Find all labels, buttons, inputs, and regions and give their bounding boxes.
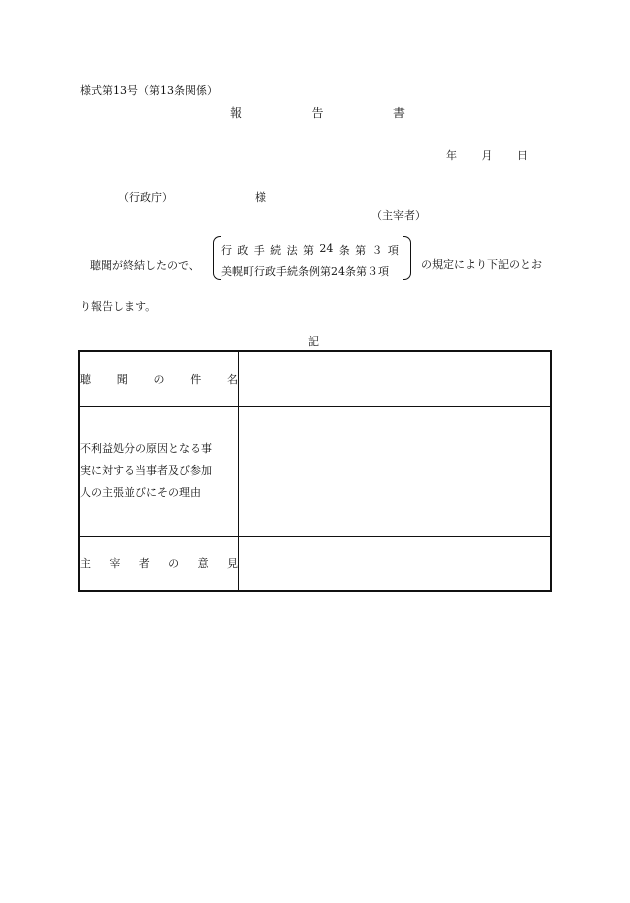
law-token: 24 — [319, 242, 334, 255]
date-year: 年 — [446, 149, 457, 162]
presider-opinion-label — [79, 536, 239, 591]
label-char: 聴 — [80, 372, 91, 386]
label-char: 見 — [226, 557, 238, 571]
right-bracket — [403, 236, 411, 280]
label-char: 意 — [197, 557, 209, 571]
law-token: 政 — [237, 244, 249, 257]
label-char: 名 — [227, 372, 238, 386]
presider-label: （主宰者） — [371, 209, 426, 222]
presider-opinion-value[interactable] — [239, 536, 552, 591]
title-char: 告 — [311, 106, 324, 120]
claims-label-line: 不利益処分の原因となる事 — [80, 442, 212, 455]
law-token: 第 — [355, 244, 367, 257]
table-row — [79, 406, 551, 536]
law-token: 第 — [302, 244, 314, 257]
label-char: 宰 — [109, 557, 121, 571]
left-bracket — [213, 236, 221, 280]
law-token: ３ — [371, 244, 383, 257]
claims-label-line: 人の主張並びにその理由 — [80, 486, 201, 499]
addressee-honorific: 様 — [255, 191, 266, 204]
date-day: 日 — [517, 149, 528, 162]
label-char: 件 — [190, 372, 202, 386]
intro-text: 聴聞が終結したので、 — [90, 259, 200, 272]
claims-label-line: 実に対する当事者及び参加 — [80, 464, 212, 477]
law-token: 法 — [286, 244, 298, 257]
label-char: 者 — [138, 557, 150, 571]
ki-label: 記 — [308, 335, 319, 348]
label-char: の — [168, 557, 180, 571]
date-month: 月 — [481, 149, 493, 162]
continuation-text-2: り報告します。 — [80, 300, 157, 313]
law-reference-2: 美幌町行政手続条例第24条第３項 — [221, 265, 389, 278]
table-row — [79, 351, 551, 406]
document-title — [230, 104, 405, 121]
hearing-subject-value[interactable] — [239, 351, 552, 406]
label-char: の — [153, 372, 165, 386]
law-token: 続 — [270, 244, 282, 257]
label-char: 聞 — [116, 372, 128, 386]
law-token: 手 — [253, 244, 265, 257]
title-char: 書 — [392, 106, 405, 120]
title-char: 報 — [230, 106, 243, 120]
law-reference-1 — [221, 242, 399, 258]
continuation-text-1: の規定により下記のとお — [421, 258, 542, 271]
addressee-agency: （行政庁） — [118, 191, 173, 204]
date-line — [446, 147, 528, 163]
label-char: 主 — [80, 557, 91, 571]
law-token: 条 — [338, 244, 350, 257]
table-row — [79, 536, 551, 591]
hearing-subject-label — [79, 351, 239, 406]
claims-value[interactable] — [239, 406, 552, 536]
claims-label — [79, 406, 239, 536]
law-token: 行 — [221, 244, 232, 257]
report-table — [78, 350, 552, 592]
form-number: 様式第13号（第13条関係） — [80, 84, 218, 97]
law-token: 項 — [387, 244, 399, 257]
